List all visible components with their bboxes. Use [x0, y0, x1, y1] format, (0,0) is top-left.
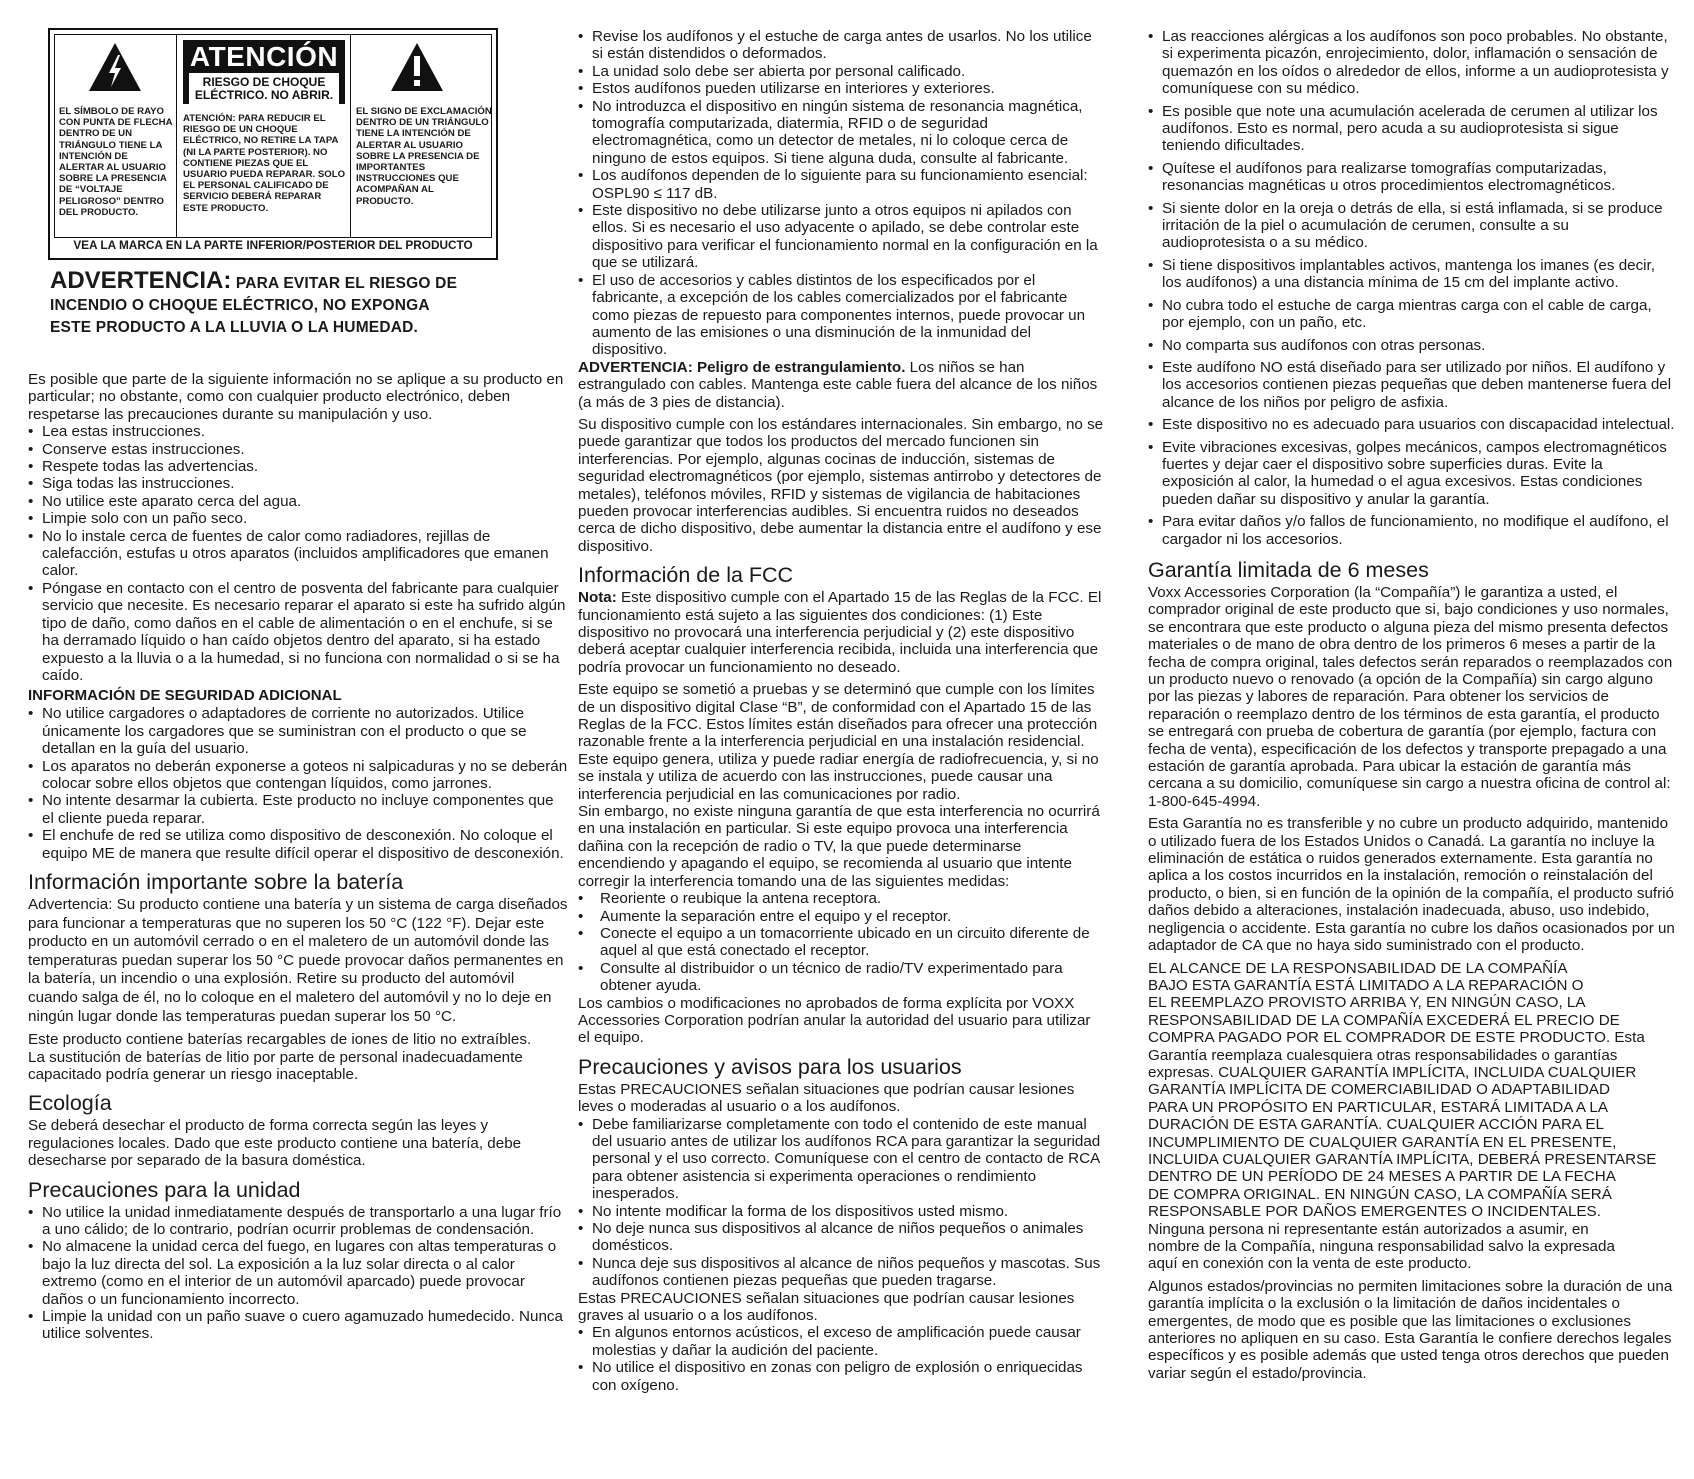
list-item: • Este dispositivo no debe utilizarse junto a otros equipos ni apilados con ellos. Si es necesario el uso adyacente o apilado, se debe controlar este dispositivo para verificar el funcionamiento normal en la configuración en la que se utilizará. [578, 202, 1106, 272]
strangulation-warning [578, 359, 1106, 411]
text-line: aquí en conexión con la venta de este producto. [1148, 1255, 1472, 1273]
list-item: • Para evitar daños y/o fallos de funcionamiento, no modifique el audífono, el cargador ni los accesorios. [1148, 513, 1676, 548]
ecology-heading: Ecología [28, 1091, 112, 1116]
list-item: • No cubra todo el estuche de carga mientras carga con el cable de carga, por ejemplo, con un paño, etc. [1148, 297, 1676, 332]
advertencia-line-2: INCENDIO O CHOQUE ELÉCTRICO, NO EXPONGA [50, 297, 430, 314]
text-line: Garantía reemplaza cualesquiera otras responsabilidades o garantías [1148, 1046, 1618, 1064]
list-item: • Limpie solo con un paño seco. [28, 510, 568, 527]
battery-heading: Información importante sobre la batería [28, 869, 404, 894]
fcc-paragraph-3: Sin embargo, no existe ninguna garantía de que esta interferencia no ocurrirá en una instalación en particular. Si este equipo provoca una interferencia dañina con la recepción de radio o TV, la que puede determinarse encendiendo y apagando el equipo, se recomienda al usuario que intente corregir la interferencia tomando una de las siguientes medidas: [578, 803, 1100, 890]
warning-box [48, 28, 498, 260]
intro-paragraph: Es posible que parte de la siguiente información no se aplique a su producto en particular; no obstante, como con cualquier producto electrónico, deben respetarse las precauciones durante su manipulación y uso. [28, 371, 564, 423]
text-line: DURACIÓN DE ESTA GARANTÍA. CUALQUIER ACCIÓN PARA EL [1148, 1116, 1604, 1134]
list-item: • No utilice la unidad inmediatamente después de transportarlo a una lugar frío a uno cálido; de lo contrario, podrían ocurrir problemas de condensación. [28, 1204, 568, 1239]
list-item: • Este dispositivo no es adecuado para usuarios con discapacidad intelectual. [1148, 416, 1676, 433]
list-item: • Póngase en contacto con el centro de posventa del fabricante para cualquier servicio que necesite. Es necesario reparar el aparato si este ha sufrido algún tipo de daño, como daños en el cable de alimentación o en el enchufe, si se ha derramado líquido o han caído objetos dentro del aparato, si ha estado expuesto a la lluvia o a la humedad, si no funciona con normalidad o si se ha caído. [28, 580, 568, 684]
list-item: • La unidad solo debe ser abierta por personal calificado. [578, 63, 1106, 80]
user-precautions-list-1 [578, 1116, 1106, 1290]
list-item: • Siga todas las instrucciones. [28, 475, 568, 492]
exclamation-symbol-text: EL SIGNO DE EXCLAMACIÓN DENTRO DE UN TRIÁNGULO TIENE LA INTENCIÓN DE ALERTAR AL USUARIO SOBRE LA PRESENCIA DE IMPORTANTES INSTRUCCIONES QUE ACOMPAÑAN AL PRODUCTO. [356, 106, 492, 207]
list-item: • Respete todas las advertencias. [28, 458, 568, 475]
exclamation-triangle-icon [389, 41, 445, 93]
advertencia-label: ADVERTENCIA: [50, 267, 232, 294]
lightning-symbol-text: EL SÍMBOLO DE RAYO CON PUNTA DE FLECHA DENTRO DE UN TRIÁNGULO TIENE LA INTENCIÓN DE ALERTAR AL USUARIO SOBRE LA PRESENCIA DE “VOLTAJE PELIGROSO” DENTRO DEL PRODUCTO. [59, 106, 173, 218]
text-line: DENTRO DE UN PERÍODO DE 24 MESES A PARTIR DE LA FECHA [1148, 1168, 1616, 1186]
list-item: • Consulte al distribuidor o un técnico de radio/TV experimentado para obtener ayuda. [578, 960, 1106, 995]
warning-footer: VEA LA MARCA EN LA PARTE INFERIOR/POSTERIOR DEL PRODUCTO [73, 238, 473, 252]
atencion-label [183, 40, 345, 104]
ecology-paragraph: Se deberá desechar el producto de forma correcta según las leyes y regulaciones locales. Dado que este producto contiene una batería, debe desecharse por separado de la basura doméstica. [28, 1117, 522, 1170]
text-line: COMPRA PAGADO POR EL COMPRADOR DE ESTE PRODUCTO. Esta [1148, 1029, 1645, 1047]
list-item: • No utilice el dispositivo en zonas con peligro de explosión o enriquecidas con oxígeno. [578, 1359, 1106, 1394]
lightning-triangle-icon [87, 41, 143, 93]
list-item: • Reoriente o reubique la antena receptora. [578, 890, 1106, 907]
text-line: PARA UN PROPÓSITO EN PARTICULAR, ESTARÁ LIMITADA A LA [1148, 1098, 1608, 1116]
user-precautions-heading: Precauciones y avisos para los usuarios [578, 1054, 962, 1079]
atencion-text: ATENCIÓN: PARA REDUCIR EL RIESGO DE UN CHOQUE ELÉCTRICO, NO RETIRE LA TAPA (NI LA PARTE POSTERIOR). NO CONTIENE PIEZAS QUE EL USUARIO PUEDA REPARAR. SOLO EL PERSONAL CALIFICADO DE SERVICIO DEBERÁ REPARAR ESTE PRODUCTO. [183, 113, 346, 214]
list-item: • No utilice cargadores o adaptadores de corriente no autorizados. Utilice únicamente los cargadores que se suministran con el producto o que se detallan en la guía del usuario. [28, 705, 568, 757]
list-item: • Si siente dolor en la oreja o detrás de ella, si está inflamada, si se produce irritación de la piel o acumulación de cerumen, consulte a su audioprotesista o a su médico. [1148, 200, 1676, 252]
fcc-heading: Información de la FCC [578, 563, 794, 588]
list-item: • Nunca deje sus dispositivos al alcance de niños pequeños y mascotas. Sus audífonos contienen piezas pequeñas que pueden tragarse. [578, 1255, 1106, 1290]
list-item: • No intente desarmar la cubierta. Este producto no incluye componentes que el cliente pueda reparar. [28, 792, 568, 827]
unit-precautions-list [28, 1204, 568, 1343]
list-item: • No introduzca el dispositivo en ningún sistema de resonancia magnética, tomografía computarizada, diatermia, RFID o de seguridad electromagnética, como un detector de metales, ni lo coloque cerca de ninguno de estos equipos. Si tiene alguna duda, consulte al fabricante. [578, 98, 1106, 168]
warranty-limitations [1148, 960, 1676, 1273]
list-item: • Las reacciones alérgicas a los audífonos son poco probables. No obstante, si experimenta picazón, enrojecimiento, dolor, inflamación o sensación de quemazón en los oídos o alrededor de ellos, informe a un audioprotesista y comuníquese con su médico. [1148, 28, 1676, 98]
list-item: • Debe familiarizarse completamente con todo el contenido de este manual del usuario antes de utilizar los audífonos RCA para garantizar la seguridad personal y el uso correcto. Comuníquese con el centro de contacto de RCA para obtener asistencia si experimenta operaciones o rendimiento inesperados. [578, 1116, 1106, 1203]
battery-paragraph-1: Advertencia: Su producto contiene una batería y un sistema de carga diseñados para funcionar a temperaturas que no superen los 50 °C (122 °F). Dejar este producto en un automóvil cerrado o en el maletero de un automóvil donde las temperaturas puedan superar los 50 °C puede provocar daños permanentes en la batería, un incendio o una explosión. Retire su producto del automóvil cuando salga de él, no lo coloque en el maletero del automóvil y no lo deje en ningún lugar donde las temperaturas puedan superar los 50 °C. [28, 895, 568, 1025]
warranty-paragraph-2: Esta Garantía no es transferible y no cubre un producto adquirido, mantenido o utilizado fuera de los Estados Unidos o Canadá. La garantía no incluye la eliminación de estática o ruidos generados externamente. Esta garantía no aplica a los costos incurridos en la instalación, remoción o reinstalación del producto, o bien, si en función de la opinión de la compañía, el producto sufrió daños debido a alteraciones, instalación inadecuada, abuso, uso indebido, negligencia o accidente. Esta garantía no cubre los daños ocasionados por un adaptador de CA que no haya sido suministrado con el producto. [1148, 815, 1675, 955]
text-line: nombre de la Compañía, ninguna responsabilidad salvo la expresada [1148, 1238, 1615, 1255]
list-item: • Limpie la unidad con un paño suave o cuero agamuzado humedecido. Nunca utilice solventes. [28, 1308, 568, 1343]
list-item: • Lea estas instrucciones. [28, 423, 568, 440]
column-1 [28, 28, 568, 1343]
atencion-subtitle: RIESGO DE CHOQUE ELÉCTRICO. NO ABRIR. [189, 73, 339, 105]
fcc-note-text: Este dispositivo cumple con el Apartado 15 de las Reglas de la FCC. El funcionamiento está sujeto a las siguientes dos condiciones: (1) Este dispositivo no provocará una interferencia perjudicial y (2) este dispositivo deberá aceptar cualquier interferencia recibida, incluida una interferencia que podría provocar un funcionamiento no deseado. [578, 589, 1102, 676]
health-precautions-list [1148, 28, 1676, 548]
text-line: EL REEMPLAZO PROVISTO ARRIBA Y, EN NINGÚN CASO, LA [1148, 994, 1586, 1012]
list-item: • Los aparatos no deberán exponerse a goteos ni salpicaduras y no se deberán colocar sobre ellos objetos que contengan líquidos, como jarrones. [28, 758, 568, 793]
fcc-measures-list [578, 890, 1106, 994]
list-item: • Quítese el audífonos para realizarse tomografías computarizadas, resonancias magnéticas u otros procedimientos electromagnéticos. [1148, 160, 1676, 195]
list-item: • Este audífono NO está diseñado para ser utilizado por niños. El audífono y los accesorios contienen piezas pequeñas que deben mantenerse fuera del alcance de los niños por peligro de asfixia. [1148, 359, 1676, 411]
list-item: • Estos audífonos pueden utilizarse en interiores y exteriores. [578, 80, 1106, 97]
safety-list [28, 705, 568, 862]
list-item: • No almacene la unidad cerca del fuego, en lugares con altas temperaturas o bajo la luz directa del sol. La exposición a la luz solar directa o al calor extremo (como en el interior de un automóvil aparcado) puede provocar daños o un funcionamiento incorrecto. [28, 1238, 568, 1308]
atencion-title: ATENCIÓN [189, 41, 339, 72]
user-precautions-paragraph-2: Estas PRECAUCIONES señalan situaciones que podrían causar lesiones graves al usuario o a los audífonos. [578, 1289, 1075, 1325]
device-precautions-list [578, 28, 1106, 359]
column-3 [1148, 28, 1676, 1382]
fire-shock-warning [50, 267, 520, 339]
text-line: RESPONSABLE POR DAÑOS EMERGENTES O INCIDENTALES. [1148, 1203, 1601, 1221]
battery-paragraph-2: Este producto contiene baterías recargables de iones de litio no extraíbles. [28, 1031, 532, 1049]
list-item: • Revise los audífonos y el estuche de carga antes de usarlos. No los utilice si están distendidos o deformados. [578, 28, 1106, 63]
list-item: • En algunos entornos acústicos, el exceso de amplificación puede causar molestias y dañar la audición del paciente. [578, 1324, 1106, 1359]
warranty-paragraph-4: Algunos estados/provincias no permiten limitaciones sobre la duración de una garantía implícita o la exclusión o la limitación de daños incidentales o emergentes, de modo que es posible que las limitaciones o exclusiones anteriores no apliquen en su caso. Esta Garantía le confiere derechos legales específicos y es posible además que usted tenga otros derechos que pueden variar según el estado/provincia. [1148, 1277, 1673, 1382]
fcc-note [578, 589, 1106, 676]
list-item: • Aumente la separación entre el equipo y el receptor. [578, 908, 1106, 925]
text-line: RESPONSABILIDAD DE LA COMPAÑÍA EXCEDERÁ EL PRECIO DE [1148, 1011, 1620, 1029]
battery-paragraph-3: La sustitución de baterías de litio por parte de personal inadecuadamente capacitado podría generar un riesgo inaceptable. [28, 1048, 523, 1083]
text-line: EL ALCANCE DE LA RESPONSABILIDAD DE LA COMPAÑÍA [1148, 959, 1568, 977]
list-item: • No utilice este aparato cerca del agua. [28, 493, 568, 510]
list-item: • Los audífonos dependen de lo siguiente para su funcionamiento esencial: OSPL90 ≤ 117 dB. [578, 167, 1106, 202]
text-line: GARANTÍA IMPLÍCITA DE COMERCIABILIDAD O ADAPTABILIDAD [1148, 1081, 1610, 1099]
column-2 [578, 28, 1106, 1394]
text-line: BAJO ESTA GARANTÍA ESTÁ LIMITADO A LA REPARACIÓN O [1148, 976, 1584, 994]
list-item: • Conserve estas instrucciones. [28, 441, 568, 458]
advertencia-line-1: PARA EVITAR EL RIESGO DE [231, 275, 458, 292]
warranty-paragraph-1: Voxx Accessories Corporation (la “Compañía”) le garantiza a usted, el comprador original de este producto que si, bajo condiciones y uso normales, se encontrara que este producto o alguna pieza del mismo presenta defectos materiales o de mano de obra dentro de los primeros 6 meses a partir de la fecha de compra original, tales defectos serán reparados o reemplazados con un producto nuevo o renovado (a opción de la Compañía) sin cargo alguno por las piezas y labores de reparación. Para obtener los servicios de reparación o reemplazo dentro de los términos de esta garantía, el producto se entregará con prueba de cobertura de garantía (por ejemplo, factura con fecha de venta), especificación de los defectos y transporte prepagado a una estación de garantía aprobada. Para ubicar la estación de garantía más cercana a su domicilio, comuníquese sin cargo a nuestra oficina de control al: 1-800-645-4994. [1148, 583, 1673, 810]
unit-precautions-heading: Precauciones para la unidad [28, 1177, 301, 1202]
fcc-note-label: Nota: [578, 589, 617, 607]
list-item: • No lo instale cerca de fuentes de calor como radiadores, rejillas de calefacción, estufas u otros aparatos (incluidos amplificadores que emanen calor. [28, 528, 568, 580]
text-line: INCUMPLIMIENTO DE CUALQUIER GARANTÍA EN EL PRESENTE, [1148, 1133, 1617, 1151]
user-precautions-paragraph-1: Estas PRECAUCIONES señalan situaciones que podrían causar lesiones leves o moderadas al usuario o a los audífonos. [578, 1080, 1075, 1116]
warranty-heading: Garantía limitada de 6 meses [1148, 557, 1429, 582]
strangulation-text: Los niños se han estrangulado con cables. Mantenga este cable fuera del alcance de los niños (a más de 3 pies de distancia). [578, 358, 1098, 411]
strangulation-label: ADVERTENCIA: Peligro de estrangulamiento. [578, 358, 906, 376]
user-precautions-list-2 [578, 1324, 1106, 1394]
list-item: • Es posible que note una acumulación acelerada de cerumen al utilizar los audífonos. Esto es normal, pero acuda a su audioprotesista si sigue teniendo dificultades. [1148, 103, 1676, 155]
basic-instructions-list [28, 423, 568, 684]
list-item: • Evite vibraciones excesivas, golpes mecánicos, campos electromagnéticos fuertes y dejar caer el dispositivo sobre superficies duras. Evite la exposición al calor, la humedad o el agua excesivos. Estas condiciones pueden dañar su dispositivo y anular la garantía. [1148, 439, 1676, 509]
list-item: • El uso de accesorios y cables distintos de los especificados por el fabricante, a excepción de los cables comercializados por el fabricante como piezas de repuesto para componentes internos, puede provocar un aumento de las emisiones o una disminución de la inmunidad del dispositivo. [578, 272, 1106, 359]
list-item: • No intente modificar la forma de los dispositivos usted mismo. [578, 1203, 1106, 1220]
list-item: • No comparta sus audífonos con otras personas. [1148, 337, 1676, 354]
list-item: • El enchufe de red se utiliza como dispositivo de desconexión. No coloque el equipo ME de manera que resulte difícil operar el dispositivo de desconexión. [28, 827, 568, 862]
advertencia-line-3: ESTE PRODUCTO A LA LLUVIA O LA HUMEDAD. [50, 319, 419, 336]
text-line: INCLUIDA CUALQUIER GARANTÍA IMPLÍCITA, DEBERÁ PRESENTARSE [1148, 1150, 1657, 1168]
text-line: DE COMPRA ORIGINAL. EN NINGÚN CASO, LA COMPAÑÍA SERÁ [1148, 1185, 1612, 1203]
list-item: • Conecte el equipo a un tomacorriente ubicado en un circuito diferente de aquel al que está conectado el receptor. [578, 925, 1106, 960]
text-line: Ninguna persona ni representante están autorizados a asumir, en [1148, 1220, 1589, 1238]
list-item: • Si tiene dispositivos implantables activos, mantenga los imanes (es decir, los audífonos) a una distancia mínima de 15 cm del implante activo. [1148, 257, 1676, 292]
text-line: expresas. CUALQUIER GARANTÍA IMPLÍCITA, INCLUIDA CUALQUIER [1148, 1063, 1637, 1081]
standards-paragraph: Su dispositivo cumple con los estándares internacionales. Sin embargo, no se puede garantizar que todos los productos del mercado funcionen sin interferencias. Por ejemplo, algunas cocinas de inducción, sistemas de seguridad electromagnéticos (por ejemplo, sistemas antirrobo y detectores de metales), teléfonos móviles, RFID y sistemas de vigilancia de habitaciones pueden provocar interferencias audibles. Si encuentra ruidos no deseados cerca de dicho dispositivo, debe aumentar la distancia entre el audífono y ese dispositivo. [578, 415, 1104, 555]
fcc-paragraph-4: Los cambios o modificaciones no aprobados de forma explícita por VOXX Accessories Corporation podrían anular la autoridad del usuario para utilizar el equipo. [578, 994, 1091, 1047]
safety-heading: INFORMACIÓN DE SEGURIDAD ADICIONAL [28, 687, 342, 705]
fcc-paragraph-2: Este equipo se sometió a pruebas y se determinó que cumple con los límites de un dispositivo digital Clase “B”, de conformidad con el Apartado 15 de las Reglas de la FCC. Estos límites están diseñados para ofrecer una protección razonable frente a la interferencia perjudicial en una instalación residencial. Este equipo genera, utiliza y puede radiar energía de radiofrecuencia, y, si no se instala y utiliza de acuerdo con las instrucciones, puede causar una interferencia perjudicial en las comunicaciones por radio. [578, 681, 1099, 803]
list-item: • No deje nunca sus dispositivos al alcance de niños pequeños o animales domésticos. [578, 1220, 1106, 1255]
